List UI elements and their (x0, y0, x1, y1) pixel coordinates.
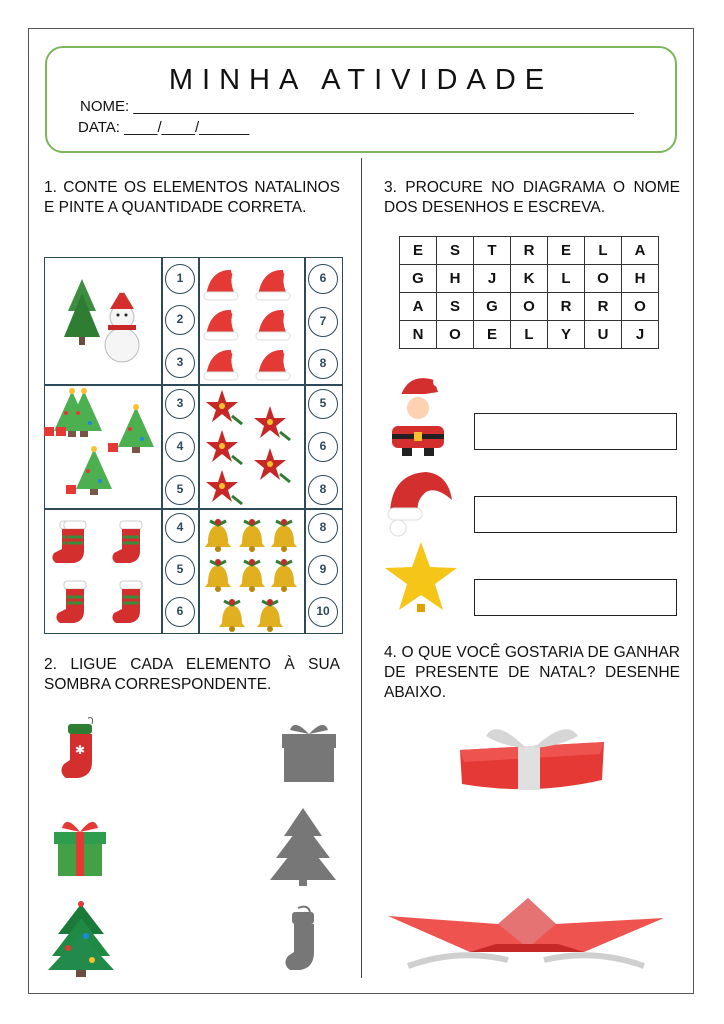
column-divider (361, 158, 362, 978)
gift-icon[interactable] (52, 814, 108, 878)
grid-cell[interactable]: J (474, 265, 511, 293)
grid-cell[interactable]: R (548, 293, 585, 321)
grid-cell[interactable]: O (622, 293, 659, 321)
option-circle[interactable]: 3 (165, 348, 195, 378)
option-circle[interactable]: 1 (165, 264, 195, 294)
santa-claus-icon (384, 372, 452, 458)
option-circle[interactable]: 5 (165, 555, 195, 585)
option-circle[interactable]: 2 (165, 305, 195, 335)
grid-cell[interactable]: O (585, 265, 622, 293)
gift-shadow-icon[interactable] (280, 718, 338, 782)
grid-cell[interactable]: L (511, 321, 548, 349)
name-field[interactable]: NOME: ____________________________________________________________ (80, 98, 634, 115)
grid-cell[interactable]: A (622, 237, 659, 265)
option-circle[interactable]: 6 (165, 597, 195, 627)
grid-cell[interactable]: S (437, 293, 474, 321)
option-circle[interactable]: 9 (308, 555, 338, 585)
grid-cell[interactable]: E (474, 321, 511, 349)
grid-cell[interactable]: E (400, 237, 437, 265)
grid-cell[interactable]: E (548, 237, 585, 265)
question-2-text: 2. LIGUE CADA ELEMENTO À SUA SOMBRA CORRESPONDENTE. (44, 656, 340, 693)
option-circle[interactable]: 5 (165, 475, 195, 505)
grid-cell[interactable]: L (585, 237, 622, 265)
grid-cell[interactable]: T (474, 237, 511, 265)
grid-cell[interactable]: N (400, 321, 437, 349)
grid-cell[interactable]: Y (548, 321, 585, 349)
stockings-image (50, 515, 160, 630)
grid-cell[interactable]: O (437, 321, 474, 349)
option-circle[interactable]: 7 (308, 307, 338, 337)
word-search-grid (399, 236, 659, 349)
answer-box-hat[interactable] (474, 496, 677, 533)
poinsettias-image (202, 386, 298, 506)
grid-cell[interactable]: R (585, 293, 622, 321)
answer-box-santa[interactable] (474, 413, 677, 450)
option-circle[interactable]: 10 (308, 597, 338, 627)
grid-cell[interactable]: R (511, 237, 548, 265)
star-icon (384, 540, 458, 614)
answer-box-star[interactable] (474, 579, 677, 616)
option-circle[interactable]: 6 (308, 432, 338, 462)
santa-hat-icon (386, 466, 456, 538)
grid-cell[interactable]: H (437, 265, 474, 293)
option-circle[interactable]: 3 (165, 389, 195, 419)
grid-cell[interactable]: J (622, 321, 659, 349)
gift-lid-image (456, 718, 608, 796)
bells-image (200, 513, 300, 631)
svg-text:✱: ✱ (74, 743, 86, 757)
grid-cell[interactable]: K (511, 265, 548, 293)
question-1-text: 1. CONTE OS ELEMENTOS NATALINOS E PINTE A QUANTIDADE CORRETA. (44, 179, 340, 216)
grid-cell[interactable]: S (437, 237, 474, 265)
stocking-shadow-icon[interactable] (284, 906, 322, 972)
option-circle[interactable]: 5 (308, 389, 338, 419)
santa-hats-image (200, 262, 300, 384)
page-title: MINHA ATIVIDADE (168, 64, 554, 96)
grid-cell[interactable]: O (511, 293, 548, 321)
option-circle[interactable]: 4 (165, 432, 195, 462)
grid-cell[interactable]: A (400, 293, 437, 321)
option-circle[interactable]: 4 (165, 513, 195, 543)
christmas-trees-image (52, 387, 157, 505)
grid-cell[interactable]: H (622, 265, 659, 293)
option-circle[interactable]: 8 (308, 513, 338, 543)
open-gift-box-image (388, 896, 666, 974)
tree-snowman-image (60, 275, 150, 365)
question-3-text: 3. PROCURE NO DIAGRAMA O NOME DOS DESENHOS E ESCREVA. (384, 179, 680, 216)
grid-cell[interactable]: L (548, 265, 585, 293)
grid-cell[interactable]: G (400, 265, 437, 293)
option-circle[interactable]: 6 (308, 264, 338, 294)
tree-shadow-icon[interactable] (268, 806, 338, 886)
grid-cell[interactable]: U (585, 321, 622, 349)
option-circle[interactable]: 8 (308, 349, 338, 379)
option-circle[interactable]: 8 (308, 475, 338, 505)
date-field[interactable]: DATA: ____/____/______ (78, 119, 250, 136)
christmas-tree-icon[interactable] (46, 900, 116, 978)
grid-cell[interactable]: G (474, 293, 511, 321)
question-4-text: 4. O QUE VOCÊ GOSTARIA DE GANHAR DE PRESENTE DE NATAL? DESENHE ABAIXO. (384, 644, 680, 701)
stocking-icon[interactable] (60, 716, 102, 782)
